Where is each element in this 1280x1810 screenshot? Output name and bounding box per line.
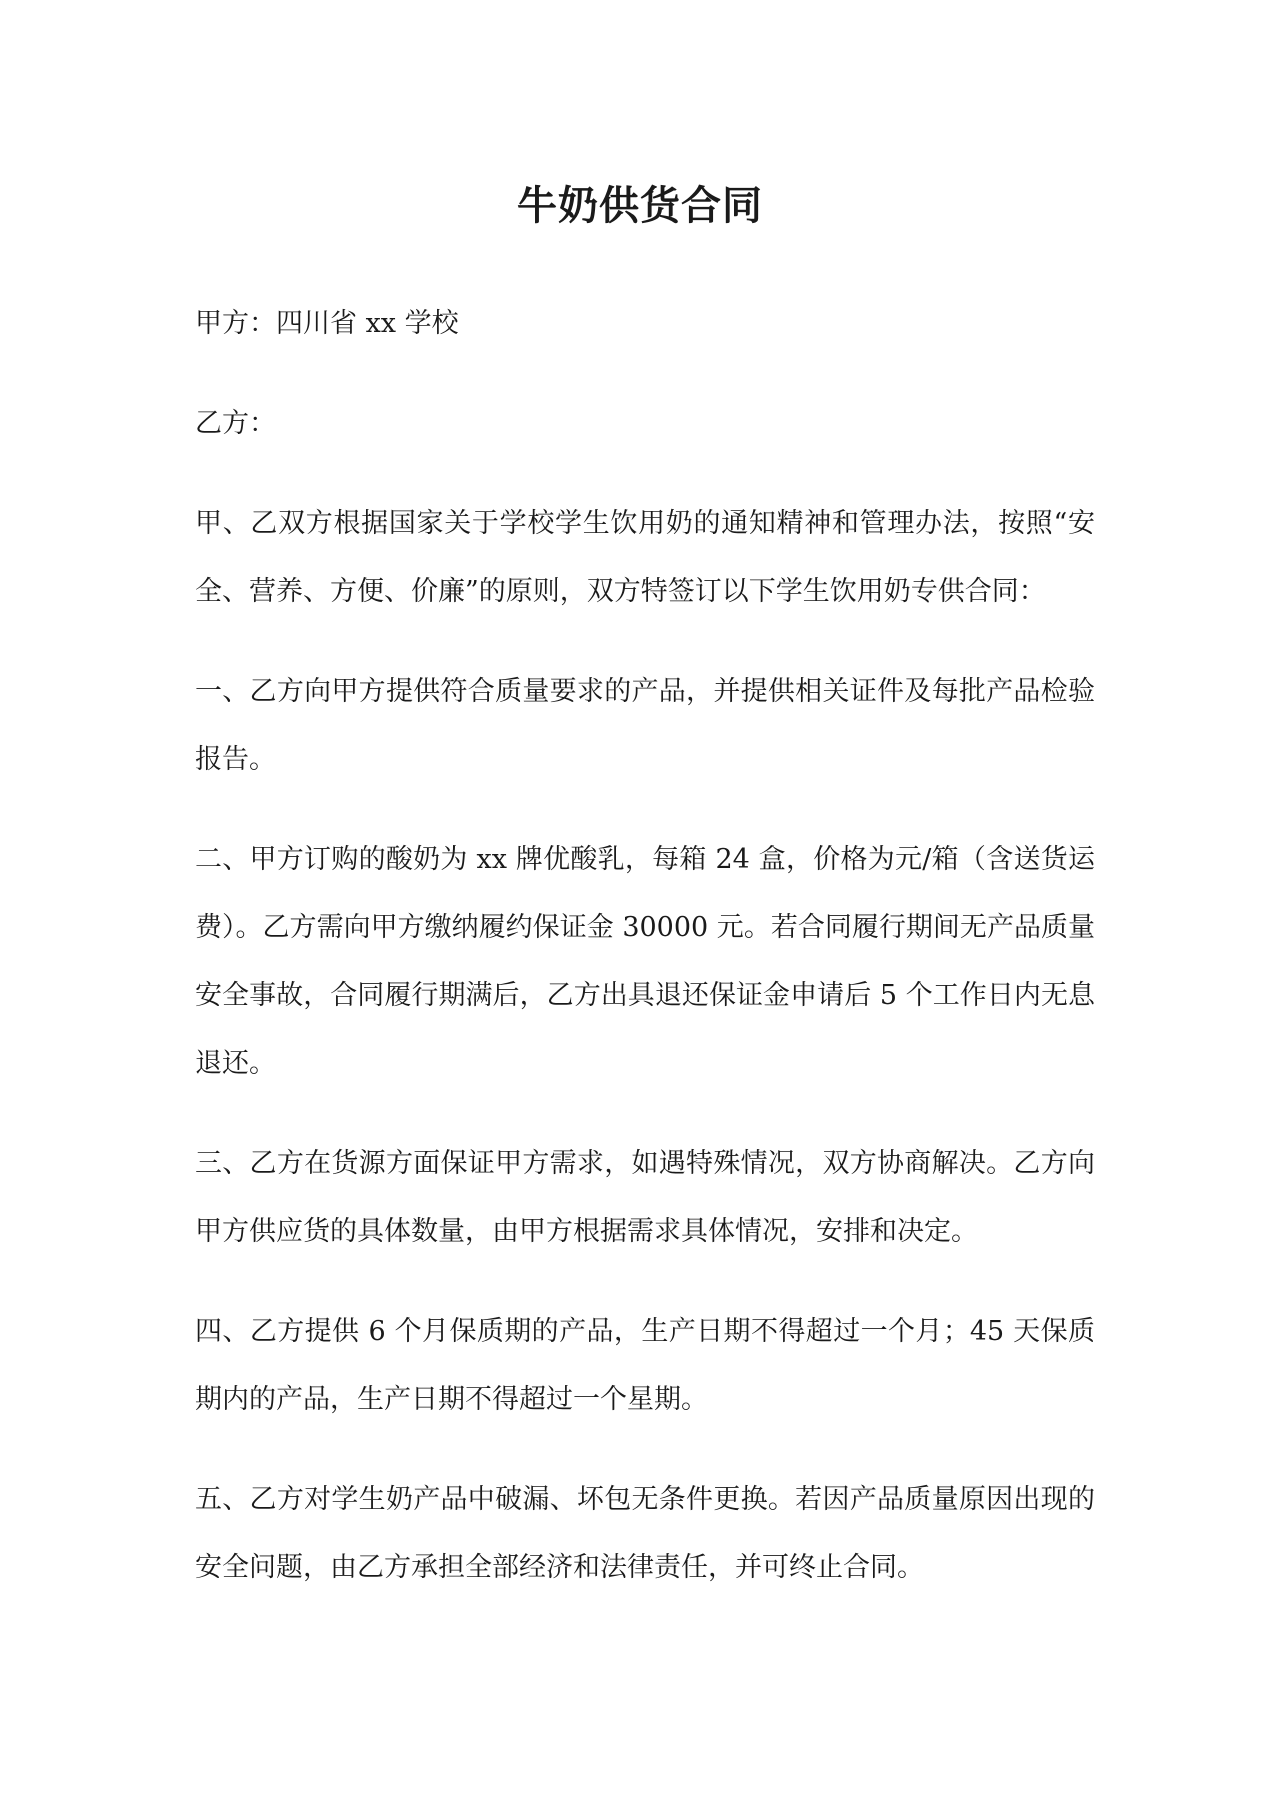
party-a-line: 甲方：四川省 xx 学校: [195, 308, 459, 339]
clause-1: 一、乙方向甲方提供符合质量要求的产品，并提供相关证件及每批产品检验报告。: [195, 676, 1095, 775]
clause-2: 二、甲方订购的酸奶为 xx 牌优酸乳，每箱 24 盒，价格为元/箱（含送货运费）。乙方需向甲方缴纳履约保证金 30000 元。若合同履行期间无产品质量安全事故，合同履行期满后，乙方出具退还保证金申请后 5 个工作日内无息退还。: [195, 844, 1095, 1079]
clause-3: 三、乙方在货源方面保证甲方需求，如遇特殊情况，双方协商解决。乙方向甲方供应货的具体数量，由甲方根据需求具体情况，安排和决定。: [195, 1148, 1095, 1247]
document-body: [195, 290, 1095, 1634]
intro-paragraph: 甲、乙双方根据国家关于学校学生饮用奶的通知精神和管理办法，按照“安全、营养、方便、价廉”的原则，双方特签订以下学生饮用奶专供合同：: [195, 508, 1095, 607]
clause-4: 四、乙方提供 6 个月保质期的产品，生产日期不得超过一个月；45 天保质期内的产品，生产日期不得超过一个星期。: [195, 1316, 1095, 1415]
party-b-line: 乙方：: [195, 408, 276, 439]
document-title: 牛奶供货合同: [517, 182, 763, 229]
clause-5: 五、乙方对学生奶产品中破漏、坏包无条件更换。若因产品质量原因出现的安全问题，由乙方承担全部经济和法律责任，并可终止合同。: [195, 1484, 1095, 1583]
